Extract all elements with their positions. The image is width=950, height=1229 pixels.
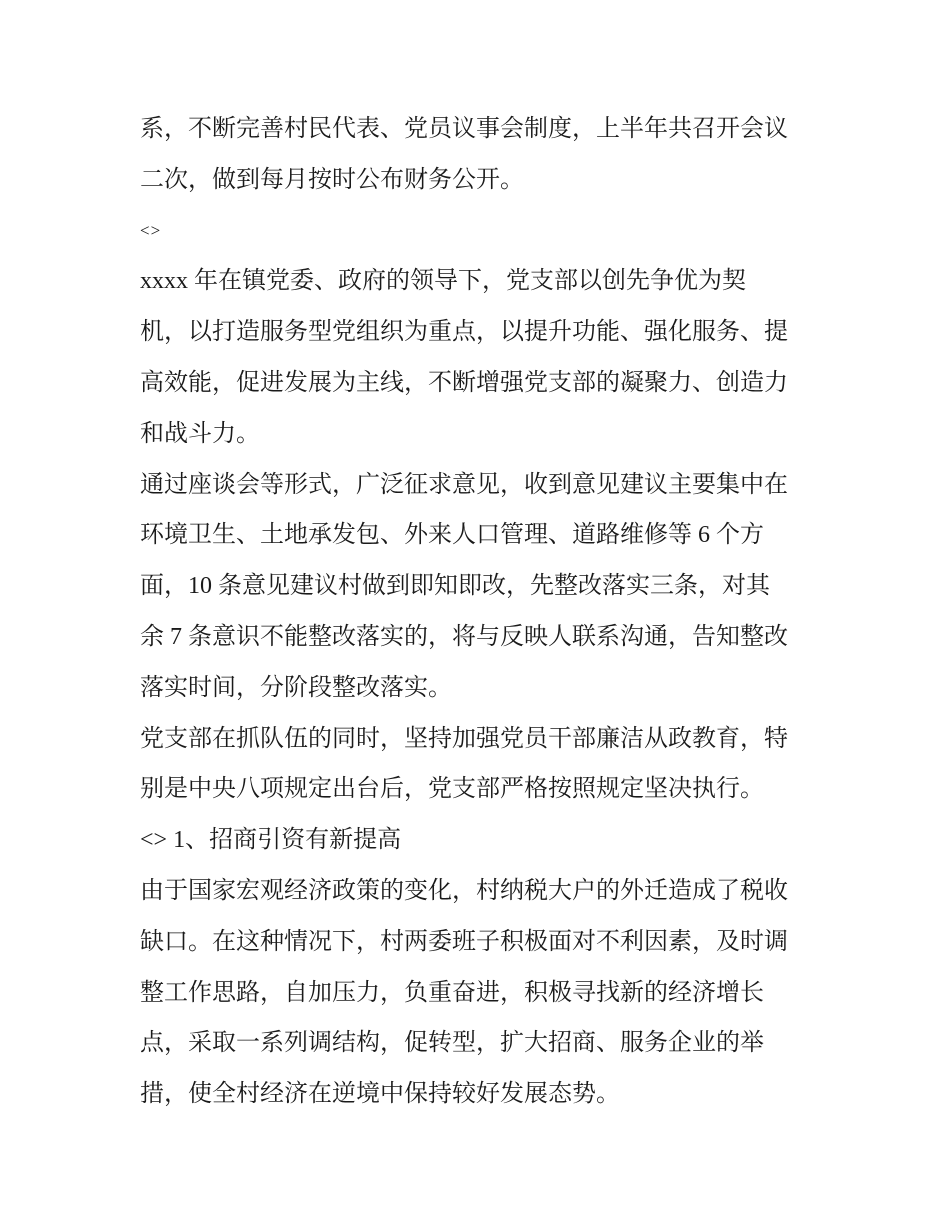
text-line-2: 二次，做到每月按时公布财务公开。: [140, 166, 524, 193]
text-line-16: 由于国家宏观经济政策的变化，村纳税大户的外迁造成了税收: [140, 877, 788, 904]
text-line-1: 系，不断完善村民代表、党员议事会制度，上半年共召开会议: [140, 116, 788, 142]
text-line-17: 缺口。在这种情况下，村两委班子积极面对不利因素，及时调: [140, 928, 788, 955]
document-body: [140, 104, 820, 1120]
text-line-13: 党支部在抓队伍的同时，坚持加强党员干部廉洁从政教育，特: [140, 725, 788, 752]
section-marker: <>: [140, 220, 162, 240]
text-line-19: 点，采取一系列调结构，促转型，扩大招商、服务企业的举: [140, 1030, 764, 1057]
text-line-5: 机，以打造服务型党组织为重点，以提升功能、强化服务、提: [140, 319, 788, 346]
text-line-14: 别是中央八项规定出台后，党支部严格按照规定坚决执行。: [140, 776, 764, 803]
text-line-20: 措，使全村经济在逆境中保持较好发展态势。: [140, 1081, 620, 1108]
text-line-6: 高效能，促进发展为主线，不断增强党支部的凝聚力、创造力: [140, 369, 788, 396]
text-line-9: 环境卫生、土地承发包、外来人口管理、道路维修等 6 个方: [140, 522, 764, 549]
text-line-18: 整工作思路，自加压力，负重奋进，积极寻找新的经济增长: [140, 979, 764, 1006]
text-line-12: 落实时间，分阶段整改落实。: [140, 674, 452, 701]
text-line-4: xxxx 年在镇党委、政府的领导下，党支部以创先争优为契: [140, 268, 746, 295]
text-line-7: 和战斗力。: [140, 420, 260, 447]
text-line-11: 余 7 条意识不能整改落实的，将与反映人联系沟通，告知整改: [140, 623, 788, 650]
text-line-10: 面，10 条意见建议村做到即知即改，先整改落实三条，对其: [140, 573, 770, 600]
section-heading: <> 1、招商引资有新提高: [140, 827, 402, 854]
text-line-8: 通过座谈会等形式，广泛征求意见，收到意见建议主要集中在: [140, 471, 788, 498]
